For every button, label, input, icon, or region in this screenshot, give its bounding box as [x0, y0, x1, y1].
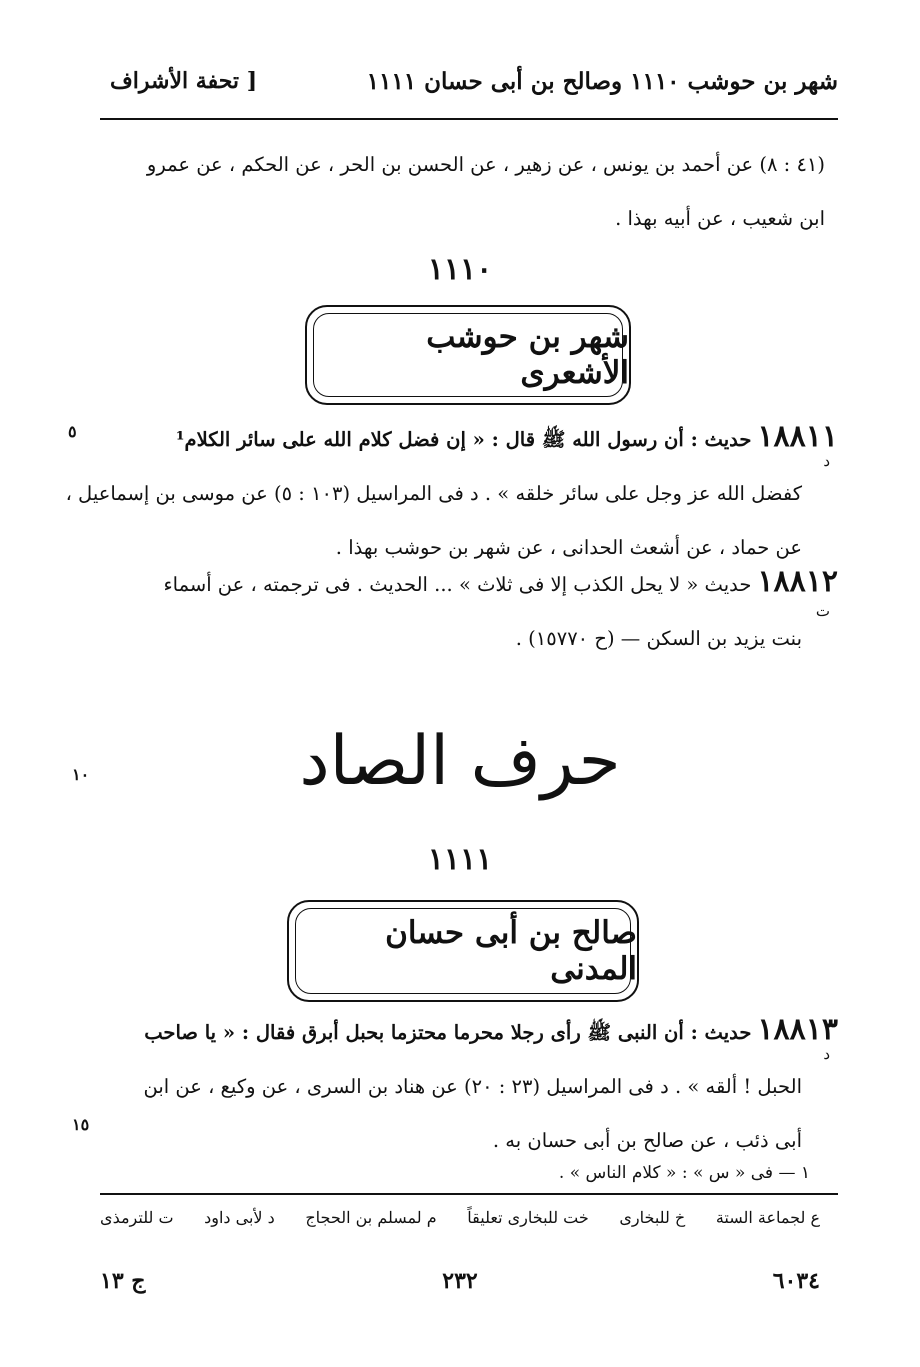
- hadith-number: ١٨٨١١: [757, 419, 838, 454]
- volume-page-number: ٦٠٣٤: [772, 1268, 820, 1294]
- abbreviation-item: خت للبخارى تعليقاً: [467, 1208, 589, 1227]
- margin-line-number: ١٠: [72, 765, 90, 784]
- running-head-source: [ تحفة الأشراف: [110, 68, 258, 94]
- hadith-line: بنت يزيد بن السكن — (ح ١٥٧٧٠) .: [515, 627, 802, 650]
- margin-line-number: ١٥: [72, 1115, 90, 1134]
- hadith-sigla: د: [823, 452, 830, 470]
- section-title: حرف الصاد: [299, 722, 621, 801]
- hadith-line: أبى ذئب ، عن صالح بن أبى حسان به .: [492, 1129, 802, 1152]
- hadith-sigla: د: [823, 1045, 830, 1063]
- volume-label: ج ١٣: [100, 1268, 146, 1294]
- footer-rule: [100, 1193, 838, 1195]
- page-number: ٢٣٢: [442, 1268, 478, 1294]
- abbreviation-item: د لأبى داود: [204, 1208, 275, 1227]
- hadith-number: ١٨٨١٢: [757, 564, 838, 599]
- intro-paragraph: [100, 138, 825, 246]
- hadith-18811: [65, 410, 838, 575]
- margin-line-number: ٥: [68, 422, 77, 441]
- hadith-18812: [100, 555, 838, 666]
- entry-number: ١١١١: [427, 842, 493, 877]
- abbreviation-item: ع لجماعة الستة: [715, 1208, 820, 1227]
- header-rule: [100, 118, 838, 120]
- narrator-name: صالح بن أبى حسان المدنى: [385, 915, 637, 987]
- hadith-line: كفضل الله عز وجل على سائر خلقه » . د فى المراسيل (١٠٣ : ٥) عن موسى بن إسماعيل ،: [65, 482, 802, 505]
- running-head-title: شهر بن حوشب ١١١٠ وصالح بن أبى حسان ١١١١: [366, 68, 838, 95]
- hadith-line: الحبل ! ألقه » . د فى المراسيل (٢٣ : ٢٠) عن هناد بن السرى ، عن وكيع ، عن ابن: [143, 1075, 802, 1098]
- abbreviation-item: م لمسلم بن الحجاج: [305, 1208, 437, 1227]
- abbreviation-item: خ للبخارى: [619, 1208, 686, 1227]
- hadith-line: عن حماد ، عن أشعث الحدانى ، عن شهر بن حوشب بهذا .: [335, 536, 802, 559]
- entry-number: ١١١٠: [427, 252, 493, 287]
- abbreviation-key: [100, 1208, 820, 1227]
- hadith-sigla: ت: [815, 602, 830, 620]
- narrator-box: [287, 900, 639, 1002]
- abbreviation-item: ت للترمذى: [100, 1208, 174, 1227]
- hadith-line: حديث : أن النبى ﷺ رأى رجلا محرما محتزما بحبل أبرق فقال : « يا صاحب: [144, 1021, 752, 1044]
- narrator-box: [305, 305, 631, 405]
- footnote: ١ — فى « س » : « كلام الناس » .: [558, 1163, 810, 1183]
- narrator-name: شهر بن حوشب الأشعرى: [426, 319, 629, 391]
- hadith-number: ١٨٨١٣: [757, 1012, 838, 1047]
- hadith-line: حديث : أن رسول الله ﷺ قال : « إن فضل كلام الله على سائر الكلام¹: [175, 428, 752, 451]
- intro-line: ابن شعيب ، عن أبيه بهذا .: [615, 207, 825, 230]
- hadith-line: حديث « لا يحل الكذب إلا فى ثلاث » ... الحديث . فى ترجمته ، عن أسماء: [163, 573, 752, 596]
- intro-line: (٤١ : ٨) عن أحمد بن يونس ، عن زهير ، عن الحسن بن الحر ، عن الحكم ، عن عمرو: [146, 153, 825, 176]
- hadith-18813: [100, 1003, 838, 1168]
